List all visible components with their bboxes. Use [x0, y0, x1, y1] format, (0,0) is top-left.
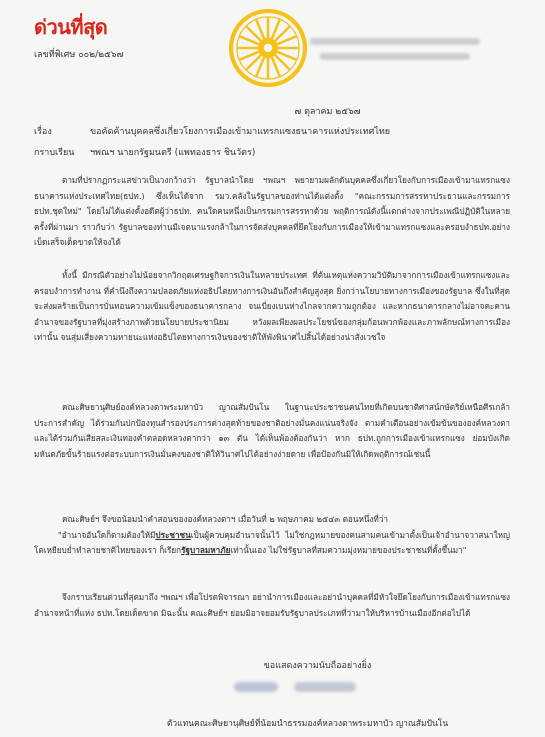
recipient-row	[34, 145, 255, 159]
body-paragraph-3	[34, 400, 510, 462]
subject-row	[34, 124, 390, 138]
quote-emphasis-govt: รัฐบาลมหาภัย	[181, 545, 231, 556]
letter-date: ๗ ตุลาคม ๒๕๖๗	[294, 107, 361, 117]
document-number: เลขที่พิเศษ ๐๐๒/๒๕๖๗	[34, 50, 124, 60]
quote-part-c: เท่านั้นเอง ไม่ใช่รัฐบาลที่สมความมุ่งหมายของประชาชนที่ตั้งขึ้นมา"	[230, 545, 467, 556]
body-paragraph-2	[34, 268, 510, 346]
dharma-wheel-seal-icon	[226, 6, 310, 90]
quote-block	[34, 528, 510, 559]
recipient-text: ฯพณฯ นายกรัฐมนตรี (แพทองธาร ชินวัตร)	[90, 148, 256, 158]
paragraph-4-intro: คณะศิษย์ฯ จึงขอน้อมนำคำสอนขององค์หลวงตาฯ เมื่อวันที่ ๒ พฤษภาคม ๒๕๔๓ ตอนหนึ่งที่ว่า	[62, 514, 389, 524]
subject-label: เรื่อง	[34, 127, 52, 137]
recipient-label: กราบเรียน	[34, 148, 75, 158]
paragraph-3-text: คณะศิษยานุศิษย์องค์หลวงตาพระมหาบัว ญาณสัมปันโน ในฐานะประชาชนคนไทยที่เกิดบนชาติศาสน์กษัตริย์เหนือศีรเกล้า ประการสำคัญ ได้ร่วมกันปกป้องทุนสำรองประการต่างสุดท้ายของชาติอย่างมั่นคงแน่นจริงจัง ตามคำเตือนอย่างเข้มข้นขององค์หลวงตา และได้ร่วมกันเสียสละเงินทองคำตลอดหลวงตากว่า ๑๓ ตัน ได้เห็นพ้องต้องกันว่า หาก ธปท.ถูกการเมืองเข้าแทรกแซง ย่อมบังเกิดมหันตภัยขั้นร้ายแรงต่อระบบการเงินมั่นคงของชาติให้วินาศไปได้อย่างง่ายดาย เพื่อป้องกันมิให้เกิดพฤติการณ์เช่นนี้	[34, 402, 510, 459]
paragraph-2-text: ทั้งนี้ มีกรณีตัวอย่างไม่น้อยจากวิกฤตเศรษฐกิจการเงินในหลายประเทศ ที่ต้นเหตุแห่งความวิบัติมาจากการเมืองเข้าแทรกแซงและครอบงำการทำงาน ที่คำนึงถึงความปลอดภัยแห่งอธิปไตยทางการเงินอันถึงสำคัญสูงสุด ยิ่งกว่านโยบายทางการเมืองของรัฐบาล ซึ่งในที่สุดจะส่งผลร้ายเป็นการบั่นทอนความเข้มแข็งของธนาคารกลาง จนเบี่ยงเบนห่างไกลจากความถูกต้อง และหากธนาคารกลางไม่อาจคะคานอำนาจของรัฐบาลที่มุ่งสร้างภาพด้วยนโยบายประชานิยม หวังผลเพียงผลประโยชน์ของกลุ่มก้อนพวกพ้องและภาพลักษณ์ทางการเมืองเท่านั้น จนสุ่มเสี่ยงความหายนะแห่งอธิปไตยทางการเงินของชาติให้พังพินาศไปสิ้นได้อย่างน่าสังเวชใจ	[34, 270, 510, 343]
quote-emphasis-people: ประชาชน	[155, 529, 191, 540]
urgency-label: ด่วนที่สุด	[34, 15, 108, 39]
closing-salutation: ขอแสดงความนับถืออย่างยิ่ง	[263, 661, 372, 671]
body-paragraph-4	[34, 512, 510, 559]
signatory-footer: ตัวแทนคณะศิษยานุศิษย์ที่น้อมนำธรรมองค์หลวงตาพระมหาบัว ญาณสัมปันโน	[166, 719, 449, 729]
body-paragraph-1	[34, 173, 510, 251]
subject-text: ขอคัดค้านบุคคลซึ่งเกี่ยวโยงการเมืองเข้ามาแทรกแซงธนาคารแห่งประเทศไทย	[90, 127, 391, 137]
paragraph-5-text: จึงกราบเรียนด่วนที่สุดมาถึง ฯพณฯ เพื่อโปรดพิจารณา อย่านำการเมืองและอย่านำบุคคลที่มีหัวใจยึดโยงกับการเมืองเข้าแทรกแซงอำนาจหน้าที่แห่ง ธปท.โดยเด็ดขาด มิฉะนั้น คณะศิษย์ฯ ย่อมมิอาจยอมรับรัฐบาลประเภทที่ว่ามาให้บริหารบ้านเมืองอีกต่อไปได้	[34, 592, 510, 618]
paragraph-1-text: ตามที่ปรากฏกระแสข่าวเป็นวงกว้างว่า รัฐบาลนำโดย ฯพณฯ พยายามผลักดันบุคคลซึ่งเกี่ยวโยงกับการเมืองเข้ามาแทรกแซงธนาคารแห่งประเทศไทย(ธปท.) ซึ่งเห็นได้จาก รมว.คลังในรัฐบาลของท่านได้แต่งตั้ง "คณะกรรมการสรรหาประธานและกรรมการธปท.ชุดใหม่" โดยไม่ได้แต่งตั้งอดีตผู้ว่าธปท. คนใดคนหนึ่งเป็นกรรมการสรรหาด้วย พฤติการณ์ดังนี้แตกต่างจากประเพณีปฏิบัติในหลายครั้งที่ผ่านมา ราวกับว่า รัฐบาลของท่านมีเจตนาแรงกล้าในการจัดส่งบุคคลที่ยึดโยงกับการเมืองให้เข้ามาแทรกแซงและครอบงำธปท.อย่างเบ็ดเสร็จเด็ดขาดให้จงได้	[34, 175, 510, 248]
sender-address-redacted	[310, 38, 480, 68]
quote-part-b: เป็นผู้ควบคุมอำนาจนั้นไว้ ไม่ใช่กฎหมายของคนสามคนเข้ามาตั้งเป็นเจ้าอำนาจวาสนาใหญ่โตเหยียบย่ำทำลายชาติไทยของเรา ก็เรียก	[34, 529, 510, 556]
signature-redacted	[234, 682, 384, 694]
quote-part-a: "อำนาจอันใดก็ตามต้องให้มี	[58, 529, 156, 540]
body-paragraph-5	[34, 590, 510, 621]
